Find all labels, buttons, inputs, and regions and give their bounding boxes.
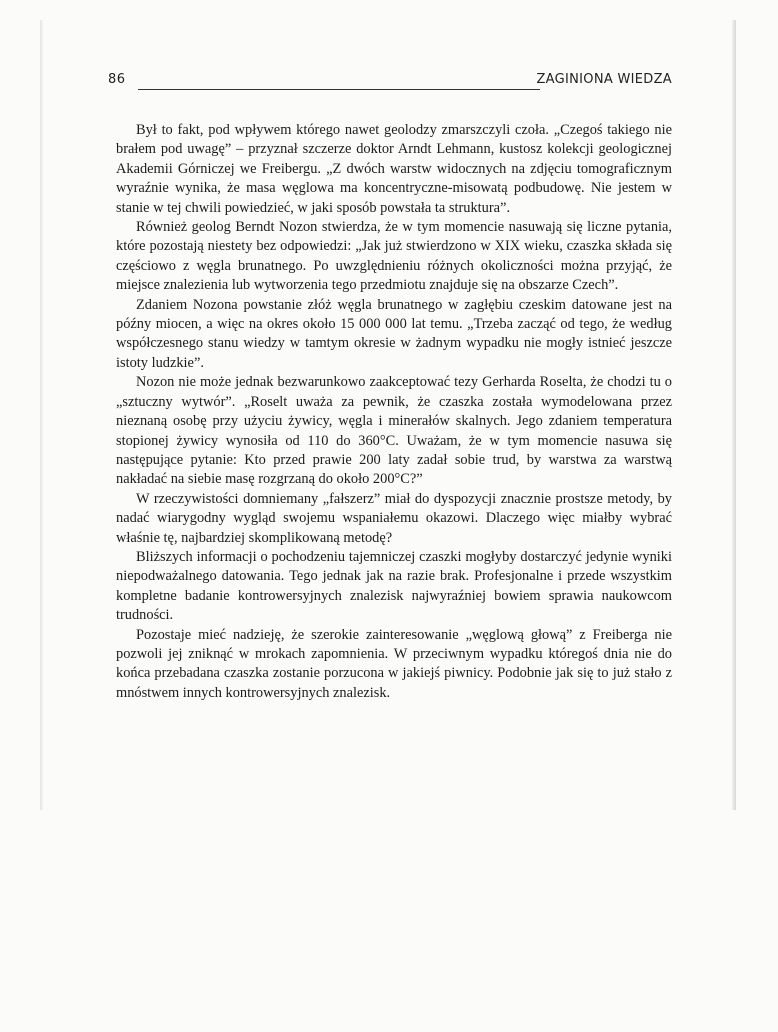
- paragraph-7: Pozostaje mieć nadzieję, że szerokie zainteresowanie „węglową głową” z Freiberga nie pozwoli jej zniknąć w mrokach zapomnienia. W przeciwnym wypadku któregoś dnia nie do końca przebadana czaszka zostanie porzucona w jakiejś piwnicy. Podobnie jak się to już stało z mnóstwem innych kontrowersyjnych znalezisk.: [116, 626, 672, 701]
- paragraph-4: Nozon nie może jednak bezwarunkowo zaakceptować tezy Gerharda Roselta, że chodzi tu o „sztuczny wytwór”. „Roselt uważa za pewnik, że czaszka została wymodelowana przez nieznaną osobę przy użyciu żywicy, węgla i minerałów skalnych. Jego zdaniem temperatura stopionej żywicy wynosiła od 110 do 360°C. Uważam, że w tym momencie nasuwa się następujące pytanie: Kto przed prawie 200 laty zadał sobie trud, by warstwa za warstwą nakładać na siebie masę rozgrzaną do około 200°C?”: [116, 374, 672, 488]
- paragraph-5: W rzeczywistości domniemany „fałszerz” miał do dyspozycji znacznie prostsze metody, by nadać wiarygodny wygląd swojemu wspaniałemu okazowi. Dlaczego więc miałby wybrać właśnie tę, najbardziej skomplikowaną metodę?: [116, 490, 672, 546]
- paragraph-2: Również geolog Berndt Nozon stwierdza, że w tym momencie nasuwają się liczne pytania, które pozostają niestety bez odpowiedzi: „Jak już stwierdzono w XIX wieku, czaszka składa się częściowo z węgla brunatnego. Po uwzględnieniu różnych okoliczności można przyjąć, że miejsce znalezienia lub wytworzenia tego przedmiotu znajduje się na obszarze Czech”.: [116, 219, 672, 294]
- paragraph-3: Zdaniem Nozona powstanie złóż węgla brunatnego w zagłębiu czeskim datowane jest na późny miocen, a więc na okres około 15 000 000 lat temu. „Trzeba zacząć od tego, że według współczesnego stanu wiedzy w tamtym okresie w żadnym wypadku nie mogły istnieć jeszcze istoty ludzkie”.: [116, 296, 672, 371]
- paragraph-6: Bliższych informacji o pochodzeniu tajemniczej czaszki mogłyby dostarczyć jedynie wyniki niepodważalnego datowania. Tego jednak jak na razie brak. Profesjonalne i przede wszystkim kompletne badanie kontrowersyjnych znalezisk najwyraźniej bowiem sprawia naukowcom trudności.: [116, 548, 672, 624]
- paragraph-1: Był to fakt, pod wpływem którego nawet geolodzy zmarszczyli czoła. „Czegoś takiego nie brałem pod uwagę” – przyznał szczerze doktor Arndt Lehmann, kustosz kolekcji geologicznej Akademii Górniczej we Freibergu. „Z dwóch warstw widocznych na zdjęciu tomograficznym wyraźnie wynika, że masa węglowa ma koncentryczne-misowatą podbudowę. Nie jestem w stanie w tej chwili powiedzieć, w jaki sposób powstała ta struktura”.: [116, 122, 672, 216]
- page-number: 86: [108, 72, 126, 87]
- body-text: [116, 121, 672, 703]
- running-title: ZAGINIONA WIEDZA: [536, 72, 672, 87]
- header-rule: [138, 89, 540, 90]
- page-edge-right: [732, 20, 736, 810]
- page-edge-left: [40, 20, 43, 810]
- page-header: [108, 70, 672, 92]
